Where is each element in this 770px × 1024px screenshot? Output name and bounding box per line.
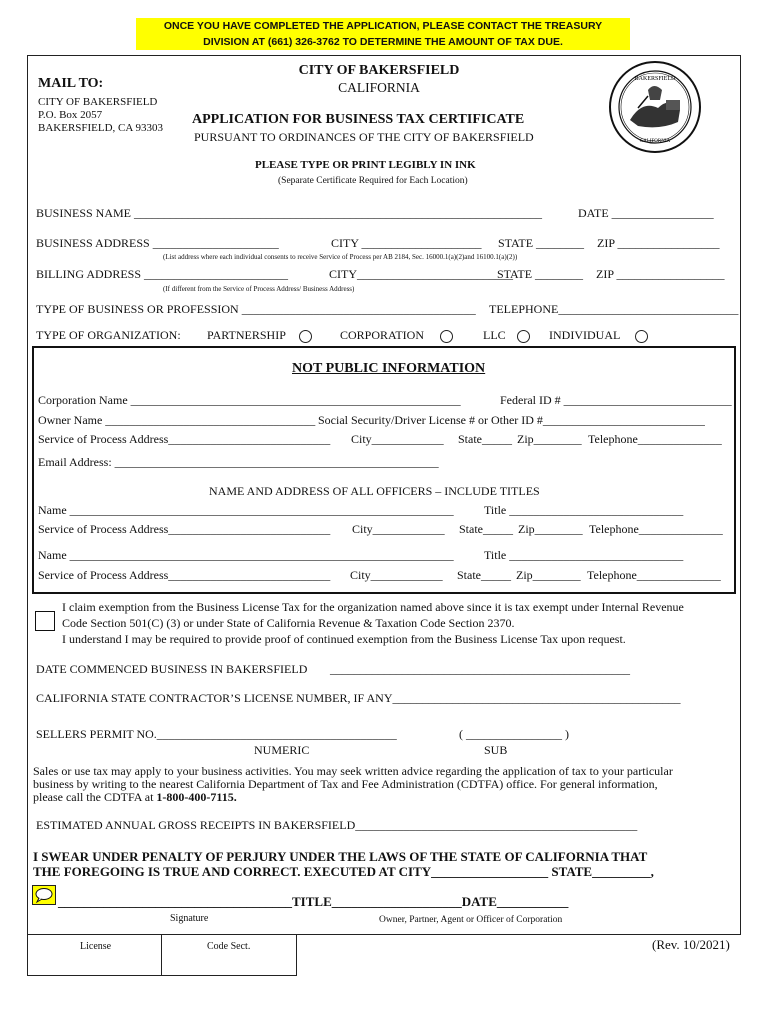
billing-address-field[interactable]: BILLING ADDRESS ________________________ — [36, 267, 289, 281]
signature-note-icon[interactable] — [32, 885, 56, 905]
business-name-field[interactable]: BUSINESS NAME ____________________________________________________________________ — [36, 206, 543, 220]
contractor-license-field[interactable]: CALIFORNIA STATE CONTRACTOR’S LICENSE NUMBER, IF ANY________________________________________________ — [36, 691, 681, 705]
email-address-field[interactable]: Email Address: ______________________________________________________ — [38, 455, 439, 469]
corporation-radio[interactable] — [440, 330, 453, 343]
not-public-heading: NOT PUBLIC INFORMATION — [292, 361, 486, 376]
exemption-line-1: I claim exemption from the Business License Tax for the organization named above since it is tax exempt under Internal Revenue — [62, 600, 684, 614]
date-field[interactable]: DATE _________________ — [578, 206, 714, 220]
officer-1-title-field[interactable]: Title _____________________________ — [484, 503, 684, 517]
form-title: APPLICATION FOR BUSINESS TAX CERTIFICATE — [192, 112, 525, 127]
officer-2-state-field[interactable]: State_____ — [457, 568, 511, 582]
revision-label: (Rev. 10/2021) — [652, 937, 730, 952]
billing-zip-field[interactable]: ZIP __________________ — [596, 267, 725, 281]
officer-1-service-address-field[interactable]: Service of Process Address___________________________ — [38, 522, 331, 536]
individual-radio[interactable] — [635, 330, 648, 343]
corporation-label: CORPORATION — [340, 328, 425, 342]
llc-label: LLC — [483, 328, 506, 342]
owner-name-field[interactable]: Owner Name ___________________________________ — [38, 413, 316, 427]
date-commenced-field[interactable]: __________________________________________________ — [330, 662, 630, 676]
city-seal-icon — [608, 60, 702, 154]
officer-2-telephone-field[interactable]: Telephone______________ — [587, 568, 721, 582]
officer-1-zip-field[interactable]: Zip________ — [518, 522, 583, 536]
form-subtitle: PURSUANT TO ORDINANCES OF THE CITY OF BAKERSFIELD — [194, 130, 534, 144]
service-zip-field[interactable]: Zip________ — [517, 432, 582, 446]
cdtfa-phone: 1-800-400-7115. — [156, 790, 237, 804]
sub-label: SUB — [484, 743, 508, 757]
perjury-line-2: THE FOREGOING IS TRUE AND CORRECT. EXECUTED AT CITY__________________ STATE_________, — [33, 864, 654, 879]
billing-city-field[interactable]: CITY__________________________ — [329, 267, 513, 281]
billing-state-field[interactable]: STATE ________ — [497, 267, 584, 281]
federal-id-field[interactable]: Federal ID # ____________________________ — [500, 393, 732, 407]
officers-heading: NAME AND ADDRESS OF ALL OFFICERS – INCLUDE TITLES — [209, 484, 540, 498]
business-state-field[interactable]: STATE ________ — [498, 236, 585, 250]
license-label: License — [80, 941, 112, 952]
sales-tax-line-3-text: please call the CDTFA at — [33, 790, 154, 804]
mail-to-heading: MAIL TO: — [38, 76, 104, 91]
officer-1-name-field[interactable]: Name ________________________________________________________________ — [38, 503, 454, 517]
business-address-field[interactable]: BUSINESS ADDRESS _____________________ — [36, 236, 279, 250]
signature-label: Signature — [170, 913, 209, 924]
billing-address-note: (If different from the Service of Process Address/ Business Address) — [163, 285, 355, 293]
banner-line-1: ONCE YOU HAVE COMPLETED THE APPLICATION, PLEASE CONTACT THE TREASURY — [163, 20, 603, 32]
service-telephone-field[interactable]: Telephone______________ — [588, 432, 722, 446]
service-address-field[interactable]: Service of Process Address___________________________ — [38, 432, 331, 446]
perjury-line-1: I SWEAR UNDER PENALTY OF PERJURY UNDER THE LAWS OF THE STATE OF CALIFORNIA THAT — [33, 849, 648, 864]
individual-label: INDIVIDUAL — [549, 328, 621, 342]
gross-receipts-field[interactable]: ESTIMATED ANNUAL GROSS RECEIPTS IN BAKERSFIELD_______________________________________________ — [36, 818, 638, 832]
exemption-line-3: I understand I may be required to provide proof of continued exemption from the Business License Tax upon request. — [62, 632, 626, 646]
business-city-field[interactable]: CITY ____________________ — [331, 236, 482, 250]
code-sect-label: Code Sect. — [207, 941, 251, 952]
officer-2-service-address-field[interactable]: Service of Process Address___________________________ — [38, 568, 331, 582]
treasury-notice-banner — [136, 18, 630, 50]
organization-type-label: TYPE OF ORGANIZATION: — [36, 328, 181, 342]
partnership-label: PARTNERSHIP — [207, 328, 286, 342]
svg-text:CALIFORNIA: CALIFORNIA — [639, 139, 671, 144]
svg-text:BAKERSFIELD: BAKERSFIELD — [634, 76, 676, 82]
legibility-instruction: PLEASE TYPE OR PRINT LEGIBLY IN INK — [255, 159, 476, 171]
owner-title-label: Owner, Partner, Agent or Officer of Corporation — [379, 915, 563, 925]
sales-tax-line-3 — [33, 790, 237, 805]
separate-certificate-note: (Separate Certificate Required for Each Location) — [278, 176, 468, 186]
exemption-line-2: Code Section 501(C) (3) or under State of California Revenue & Taxation Code Section 2370. — [62, 616, 515, 630]
owner-id-field[interactable]: Social Security/Driver License # or Other ID #___________________________ — [318, 413, 705, 427]
numeric-label: NUMERIC — [254, 743, 310, 757]
officer-1-telephone-field[interactable]: Telephone______________ — [589, 522, 723, 536]
date-commenced-label: DATE COMMENCED BUSINESS IN BAKERSFIELD — [36, 662, 308, 676]
signature-title-date-line[interactable]: ____________________________________TITLE____________________DATE___________ — [58, 894, 569, 909]
business-zip-field[interactable]: ZIP _________________ — [597, 236, 720, 250]
telephone-field[interactable]: TELEPHONE______________________________ — [489, 302, 739, 316]
officer-1-state-field[interactable]: State_____ — [459, 522, 513, 536]
corporation-name-field[interactable]: Corporation Name _______________________________________________________ — [38, 393, 461, 407]
mail-to-line-1: CITY OF BAKERSFIELD — [38, 96, 158, 108]
sales-tax-line-2: business by writing to the nearest California Department of Tax and Fee Administration (CDTFA) office. For general information, — [33, 777, 658, 791]
officer-2-zip-field[interactable]: Zip________ — [516, 568, 581, 582]
llc-radio[interactable] — [517, 330, 530, 343]
service-state-field[interactable]: State_____ — [458, 432, 512, 446]
city-heading: CITY OF BAKERSFIELD — [298, 63, 460, 78]
office-use-box — [27, 934, 297, 976]
state-heading: CALIFORNIA — [338, 80, 420, 95]
sales-tax-line-1: Sales or use tax may apply to your business activities. You may seek written advice regarding the application of tax to your particular — [33, 764, 673, 778]
officer-2-city-field[interactable]: City____________ — [350, 568, 443, 582]
mail-to-line-3: BAKERSFIELD, CA 93303 — [38, 122, 163, 134]
officer-2-title-field[interactable]: Title _____________________________ — [484, 548, 684, 562]
exemption-checkbox[interactable] — [35, 611, 55, 631]
service-address-note: (List address where each individual consents to receive Service of Process per AB 2184, Sec. 16000.1(a)(2)and 16100.1(a)(2)) — [163, 253, 518, 261]
partnership-radio[interactable] — [299, 330, 312, 343]
service-city-field[interactable]: City____________ — [351, 432, 444, 446]
officer-1-city-field[interactable]: City____________ — [352, 522, 445, 536]
office-use-divider — [161, 935, 162, 975]
mail-to-line-2: P.O. Box 2057 — [38, 109, 103, 121]
sellers-permit-field[interactable]: SELLERS PERMIT NO.________________________________________ — [36, 727, 397, 741]
banner-line-2: DIVISION AT (661) 326-3762 TO DETERMINE THE AMOUNT OF TAX DUE. — [203, 36, 563, 48]
officer-2-name-field[interactable]: Name ________________________________________________________________ — [38, 548, 454, 562]
business-type-field[interactable]: TYPE OF BUSINESS OR PROFESSION _______________________________________ — [36, 302, 476, 316]
sellers-permit-sub-field[interactable]: ( ________________ ) — [459, 727, 569, 741]
